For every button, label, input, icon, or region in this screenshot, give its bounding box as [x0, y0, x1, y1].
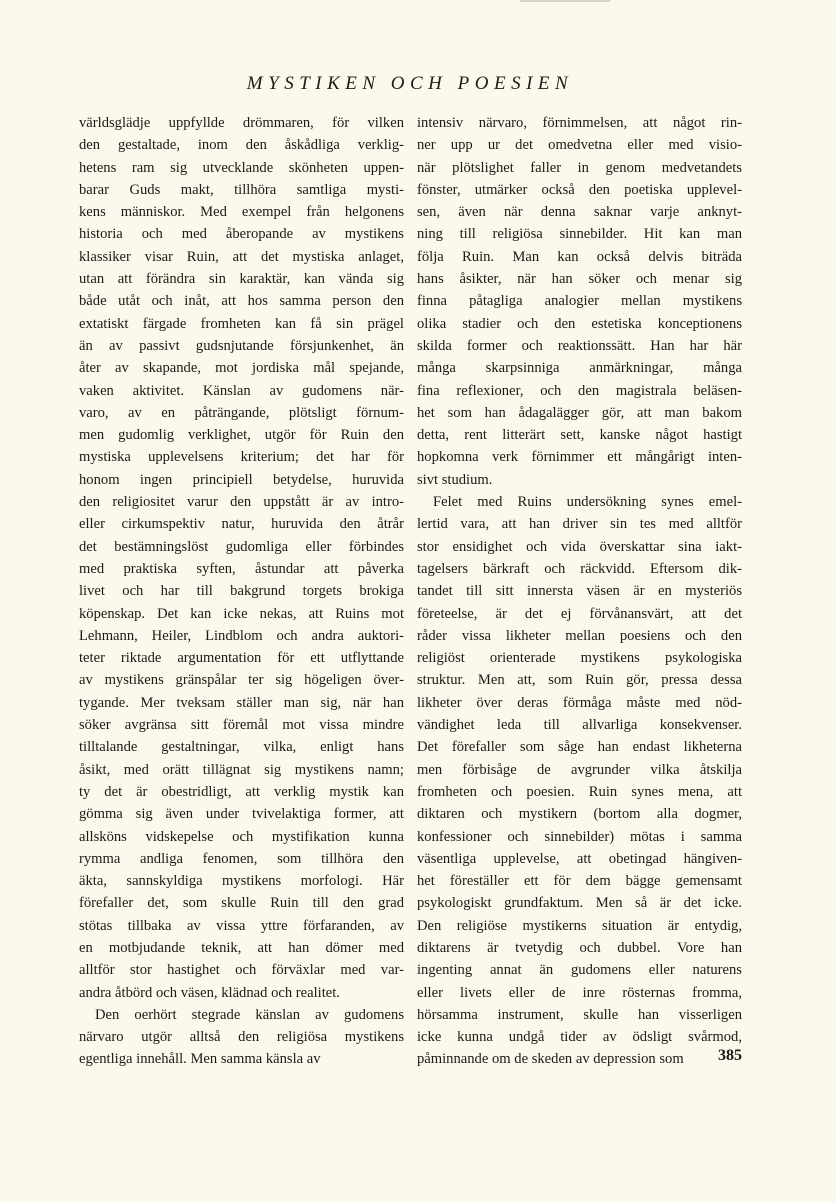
- text-line: fönster, utmärker också den poetiska upplevel-: [417, 181, 742, 198]
- text-line: råder vissa likheter mellan poesiens och den: [417, 627, 742, 644]
- text-line: vändighet leda till allvarliga konsekvenser.: [417, 717, 742, 734]
- left-text-column: [79, 112, 404, 1071]
- text-line: både utåt och inåt, att hos samma person den: [79, 293, 404, 310]
- text-line: köpenskap. Det kan icke nekas, att Ruins mot: [79, 605, 404, 622]
- text-line: gömma sig även under tvivelaktiga former, att: [79, 806, 404, 823]
- text-line: hans åsikter, när han söker och menar sig: [417, 271, 742, 288]
- text-line: sivt studium.: [417, 471, 493, 488]
- text-line: ning till religiösa sinnebilder. Hit kan man: [417, 226, 742, 243]
- text-line: ner upp ur det omedvetna eller med visio-: [417, 137, 742, 154]
- text-line: teter riktade argumentation för ett utflyttande: [79, 650, 404, 667]
- text-line: stor ensidighet och vida överskattar sina iakt-: [417, 538, 742, 555]
- text-line: varo, av en påträngande, plötsligt förnum-: [79, 404, 404, 421]
- text-line: alltför stor hastighet och förväxlar med var-: [79, 962, 404, 979]
- text-line: vaken aktivitet. Känslan av gudomens när-: [79, 382, 404, 399]
- text-line: likheter över deras förmåga måste med nöd-: [417, 694, 742, 711]
- top-edge-mark: [520, 0, 610, 2]
- text-line: mystiska upplevelsens kriterium; det har för: [79, 449, 404, 466]
- text-line: honom ingen principiell betydelse, huruvida: [79, 471, 404, 488]
- text-line: olika stadier och den estetiska konceptionens: [417, 315, 742, 332]
- text-line: lertid vara, att han driver sin tes med alltför: [417, 516, 742, 533]
- text-line: intensiv närvaro, förnimmelsen, att något rin-: [417, 115, 742, 131]
- text-line: allsköns vidskepelse och mystifikation kunna: [79, 828, 404, 845]
- text-line: tandet till sitt innersta väsen är en mysteriös: [417, 583, 742, 600]
- text-line: världsglädje uppfyllde drömmaren, för vilken: [79, 115, 404, 131]
- text-line: följa Ruin. Man kan också delvis biträda: [417, 248, 742, 265]
- text-line: religiöst orienterade mystikens psykologiska: [417, 650, 742, 667]
- text-line: diktarens är tvetydig och dubbel. Vore han: [417, 939, 742, 956]
- text-line: het föreställer ett för dem bägge gemensamt: [417, 873, 742, 890]
- text-line: ingenting annat än gudomens eller naturens: [417, 962, 742, 979]
- text-line: det bestämningslöst gudomliga eller förbindes: [79, 538, 404, 555]
- text-line: stötas tillbaka av vissa yttre förfaranden, av: [79, 917, 404, 934]
- text-line: Felet med Ruins undersökning synes emel-: [433, 494, 742, 511]
- text-line: tilltalande gestaltningar, vilka, enligt hans: [79, 739, 404, 756]
- text-line: diktaren och mystikern (bortom alla dogmer,: [417, 806, 742, 823]
- text-line: Den religiöse mystikerns situation är entydig,: [417, 917, 742, 934]
- text-line: Den oerhört stegrade känslan av gudomens: [95, 1006, 404, 1023]
- text-line: Det förefaller som såge han endast likheterna: [417, 739, 742, 756]
- text-line: åter av skapande, mot jordiska mål spejande,: [79, 360, 404, 377]
- text-line: många skarpsinniga anmärkningar, många: [417, 360, 742, 377]
- text-line: eller livets eller de inre rösternas fromma,: [417, 984, 742, 1001]
- text-line: skilda former och reaktionssätt. Han har här: [417, 337, 742, 354]
- text-line: Lehmann, Heiler, Lindblom och andra auktori-: [79, 627, 404, 644]
- text-line: söker avgränsa sitt föremål mot vissa mindre: [79, 717, 404, 734]
- page-number: 385: [718, 1047, 742, 1064]
- right-text-column: [417, 112, 742, 1071]
- text-line: när plötslighet faller in genom medvetandets: [417, 159, 742, 176]
- text-line: klassiker visar Ruin, att det mystiska anlaget,: [79, 248, 404, 265]
- text-line: utan att förändra sin karaktär, kan vända sig: [79, 271, 404, 288]
- text-line: förefaller det, som skulle Ruin till den grad: [79, 895, 404, 912]
- text-line: men förbisåge de avgrunder vilka åtskilja: [417, 761, 742, 778]
- text-line: väsentliga upplevelse, att obetingad hängiven-: [417, 850, 742, 867]
- text-line: fina reflexioner, och den magistrala beläsen-: [417, 382, 742, 399]
- text-line: finna påtagliga analogier mellan mystikens: [417, 293, 742, 310]
- text-line: extatiskt färgade fromheten kan få sin prägel: [79, 315, 404, 332]
- text-line: tagelsers bärkraft och räckvidd. Eftersom dik-: [417, 560, 742, 577]
- text-line: icke kunna undgå tider av ödsligt svårmod,: [417, 1029, 742, 1046]
- text-line: het som han ådagalägger gör, att man bakom: [417, 404, 742, 421]
- text-line: rymma andliga fenomen, som tillhöra den: [79, 850, 404, 867]
- text-line: den gestaltade, inom den åskådliga verklig-: [79, 137, 404, 154]
- text-line: tygande. Mer tveksam ställer man sig, när han: [79, 694, 404, 711]
- text-line: den religiositet varur den uppstått är av intro-: [79, 494, 404, 511]
- text-line: åsikt, med orätt tillägnat sig mystikens namn;: [79, 761, 404, 778]
- text-line: ty det är obestridligt, att verklig mystik kan: [79, 783, 404, 800]
- text-line: psykologiskt grundfaktum. Men så är det icke.: [417, 895, 742, 912]
- text-line: en motbjudande teknik, att han dömer med: [79, 939, 404, 956]
- text-line: egentliga innehåll. Men samma känsla av: [79, 1051, 321, 1068]
- text-line: hetens ram sig utvecklande skönheten uppen-: [79, 159, 404, 176]
- text-line: struktur. Men att, som Ruin gör, pressa dessa: [417, 672, 742, 689]
- running-header-title: MYSTIKEN OCH POESIEN: [246, 73, 574, 94]
- text-line: sen, även när denna saknar varje anknyt-: [417, 204, 742, 221]
- text-line: företeelse, är det ej förvånansvärt, att det: [417, 605, 742, 622]
- text-line: livet och har till bakgrund torgets brokiga: [79, 583, 404, 600]
- text-line: påminnande om de skeden av depression som: [417, 1051, 684, 1068]
- text-line: men gudomlig verklighet, utgör för Ruin den: [79, 427, 404, 444]
- text-line: detta, rent litterärt sett, kanske något hastigt: [417, 427, 742, 444]
- text-line: äkta, sannskyldiga mystikens morfologi. Här: [79, 873, 404, 890]
- text-line: konfessioner och sinnebilder) mötas i samma: [417, 828, 742, 845]
- text-line: närvaro utgör alltså den religiösa mystikens: [79, 1029, 404, 1046]
- text-line: barar Guds makt, tillhöra samtliga mysti-: [79, 181, 404, 198]
- text-line: hopkomna verk förnimmer ett mångårigt inten-: [417, 449, 742, 466]
- text-line: hörsamma instrument, skulle han visserligen: [417, 1006, 742, 1023]
- text-line: andra åtbörd och väsen, klädnad och realitet.: [79, 984, 340, 1001]
- text-line: än av passivt gudsnjutande försjunkenhet, än: [79, 337, 404, 354]
- text-line: kens människor. Med exempel från helgonens: [79, 204, 404, 221]
- text-line: fromheten och poesien. Ruin synes mena, att: [417, 783, 742, 800]
- text-line: med praktiska syften, åstundar att påverka: [79, 560, 404, 577]
- text-line: av mystikens gränspålar ter sig högeligen över-: [79, 672, 404, 689]
- text-line: historia och med åberopande av mystikens: [79, 226, 404, 243]
- text-line: eller cirkumspektiv natur, huruvida den åtrår: [79, 516, 404, 533]
